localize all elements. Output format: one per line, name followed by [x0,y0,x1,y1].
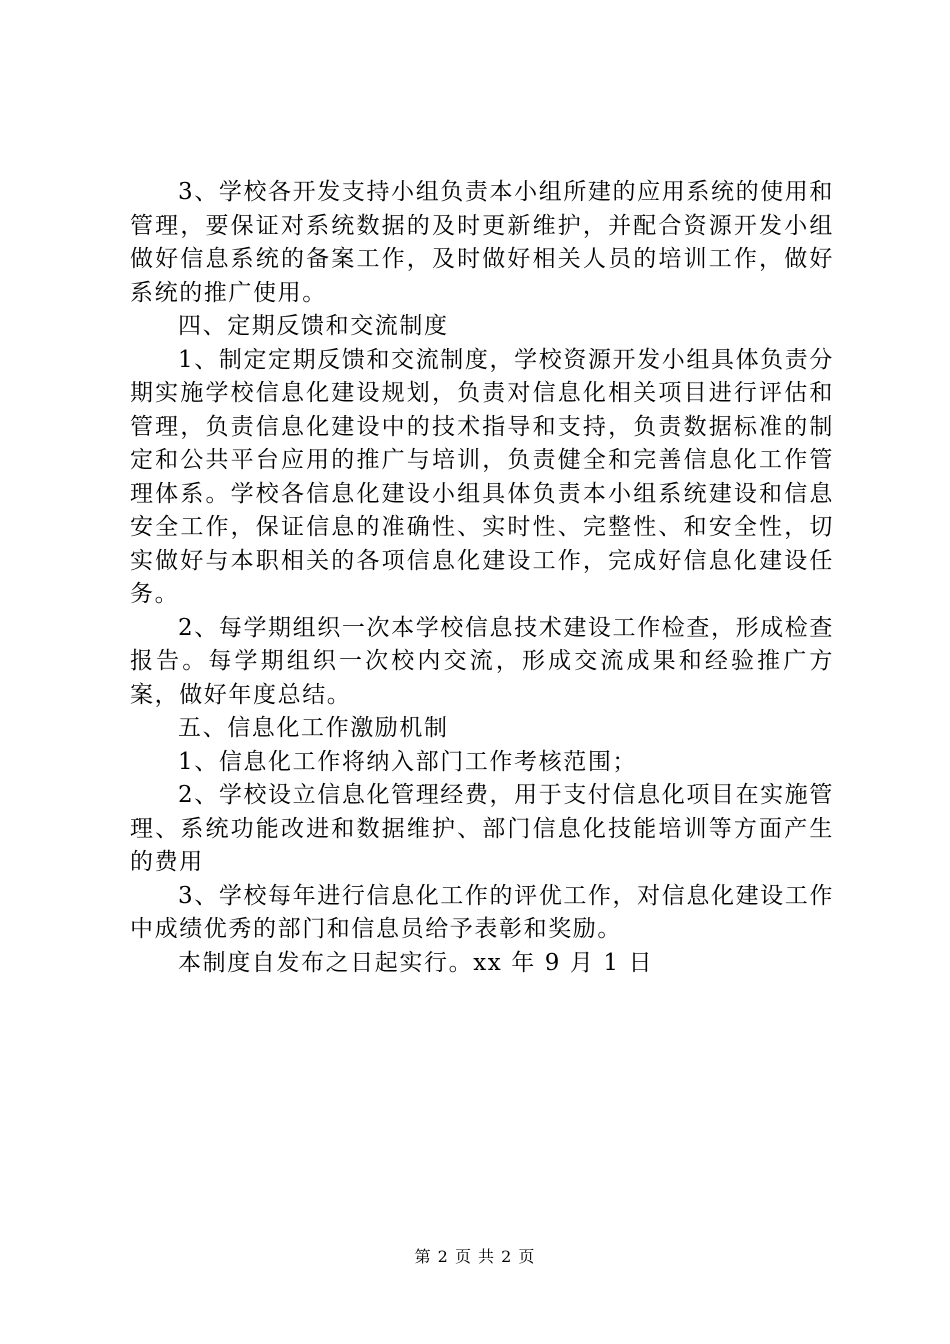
paragraph-effective-date: 本制度自发布之日起实行。xx 年 9 月 1 日 [178,949,654,976]
paragraph-item2-funding: 2、学校设立信息化管理经费，用于支付信息化项目在实施管理、系统功能改进和数据维护、部门信息化技能培训等方面产生的费用 [130,782,834,875]
document-body [130,176,834,980]
section-heading-feedback: 四、定期反馈和交流制度 [178,313,449,339]
paragraph-item1-assessment: 1、信息化工作将纳入部门工作考核范围； [178,748,638,775]
section-heading-incentive: 五、信息化工作激励机制 [178,715,449,741]
paragraph-item1-feedback-system: 1、制定定期反馈和交流制度，学校资源开发小组具体负责分期实施学校信息化建设规划，负责对信息化相关项目进行评估和管理，负责信息化建设中的技术指导和支持，负责数据标准的制定和公共平台应用的推广与培训，负责健全和完善信息化工作管理体系。学校各信息化建设小组具体负责本小组系统建设和信息安全工作，保证信息的准确性、实时性、完整性、和安全性，切实做好与本职相关的各项信息化建设工作，完成好信息化建设任务。 [130,346,834,607]
paragraph-item2-inspection: 2、每学期组织一次本学校信息技术建设工作检查，形成检查报告。每学期组织一次校内交流，形成交流成果和经验推广方案，做好年度总结。 [130,614,834,708]
paragraph-item3-dev-groups: 3、学校各开发支持小组负责本小组所建的应用系统的使用和管理，要保证对系统数据的及时更新维护，并配合资源开发小组做好信息系统的备案工作，及时做好相关人员的培训工作，做好系统的推广使用。 [130,179,834,306]
paragraph-item3-awards: 3、学校每年进行信息化工作的评优工作，对信息化建设工作中成绩优秀的部门和信息员给予表彰和奖励。 [130,882,834,942]
page-number-footer: 第 2 页 共 2 页 [414,1247,536,1266]
